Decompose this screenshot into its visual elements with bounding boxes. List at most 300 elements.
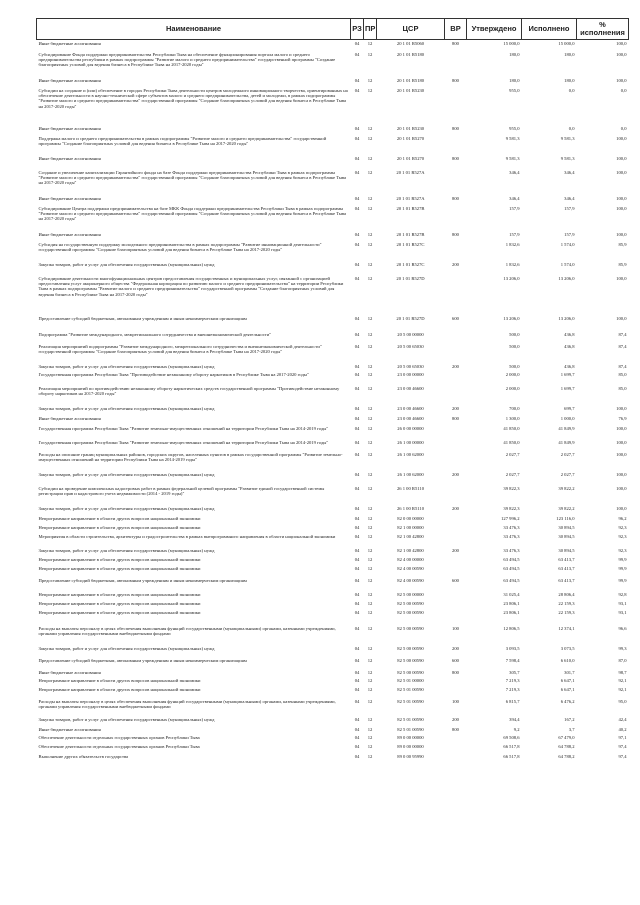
row-name: Субсидии на проведение комплексных кадастровых работ в рамках федеральной целевой программы "Развитие единой государственной системы регистрации прав и кадастрового учета недвижимости (2014 - 2019 годы)" bbox=[38, 485, 325, 496]
row-csr: 23 0 00 46600 bbox=[397, 385, 424, 391]
row-approved: 33 476,3 bbox=[503, 547, 520, 553]
row-pr: 12 bbox=[367, 533, 373, 539]
row-pr: 12 bbox=[367, 657, 373, 663]
row-executed: 30 894,5 bbox=[558, 547, 575, 553]
row-approved: 23 806,1 bbox=[503, 600, 520, 606]
row-name: Обеспечение деятельности отдельных государственных органов Республики Тыва bbox=[38, 734, 200, 740]
header-percent-label: исполнения bbox=[580, 28, 625, 37]
row-vr: 800 bbox=[452, 77, 459, 83]
row-rz: 04 bbox=[354, 734, 360, 740]
row-percent: 99,9 bbox=[618, 565, 627, 571]
row-rz: 04 bbox=[354, 698, 360, 704]
row-approved: 41 850,0 bbox=[503, 425, 520, 431]
row-executed: 0,0 bbox=[568, 87, 575, 93]
row-csr: 82 1 00 42800 bbox=[397, 533, 424, 539]
table-row bbox=[37, 87, 629, 125]
row-vr: 200 bbox=[452, 261, 459, 267]
table-row bbox=[37, 600, 629, 609]
row-executed: 30 894,5 bbox=[558, 533, 575, 539]
row-csr: 82 1 00 00000 bbox=[397, 524, 424, 530]
row-pr: 12 bbox=[367, 600, 373, 606]
row-csr: 20 1 01 R527A bbox=[396, 195, 425, 201]
row-pr: 12 bbox=[367, 726, 373, 732]
row-approved: 63 494,5 bbox=[503, 577, 520, 583]
row-csr: 20 1 01 R5180 bbox=[396, 77, 425, 83]
row-name: Субсидия на государственную поддержку молодежного предпринимательства в рамках подпрограммы "Развитие инновационной деятельности" государственной программы "Создание благоприятных условий для ведения бизнеса в Республике Тыва на 2017-2020 годы" bbox=[38, 241, 322, 252]
row-csr: 20 1 01 R527B bbox=[396, 231, 425, 237]
row-name: Закупка товаров, работ и услуг для обеспечения государственных (муниципальных) нужд bbox=[38, 716, 215, 722]
table-row bbox=[37, 315, 629, 331]
row-pr: 12 bbox=[367, 577, 373, 583]
row-pr: 12 bbox=[367, 125, 373, 131]
row-vr: 200 bbox=[452, 645, 459, 651]
row-name: Государственная программа Республики Тыва "Развитие земельно-имущественных отношений на территории Республики Тыва на 2014-2019 годы" bbox=[38, 425, 329, 431]
row-percent: 100,0 bbox=[616, 275, 627, 281]
row-rz: 04 bbox=[354, 657, 360, 663]
row-vr bbox=[445, 343, 467, 363]
row-pr: 12 bbox=[367, 87, 373, 93]
row-name: Субсидирование Фонда поддержки предпринимательства Республики Тыва на обеспечение функционирования портала малого и среднего предпринимательства республики в рамках подпрограммы "Развитие малого и среднего предпринимательства" государственной программы "Создание благоприятных условий для ведения бизнеса в Республике Тыва на 2017-2020 годы" bbox=[38, 51, 336, 68]
row-rz: 04 bbox=[354, 371, 360, 377]
row-executed: 1 574,0 bbox=[560, 261, 575, 267]
row-rz: 04 bbox=[354, 669, 360, 675]
row-csr: 82 5 00 00000 bbox=[397, 591, 424, 597]
row-executed: 63 413,7 bbox=[558, 577, 575, 583]
row-name: Иные бюджетные ассигнования bbox=[38, 726, 101, 732]
row-approved: 7 219,3 bbox=[505, 686, 520, 692]
row-pr: 12 bbox=[367, 77, 373, 83]
row-executed: 22 159,3 bbox=[558, 600, 575, 606]
row-csr: 82 5 01 00000 bbox=[397, 677, 424, 683]
row-vr: 800 bbox=[452, 726, 459, 732]
row-name: Иные бюджетные ассигнования bbox=[38, 125, 101, 131]
row-pr: 12 bbox=[367, 195, 373, 201]
row-vr bbox=[445, 686, 467, 698]
row-name: Иные бюджетные ассигнования bbox=[38, 77, 101, 83]
row-percent: 98,7 bbox=[618, 669, 627, 675]
row-csr: 20 1 01 R5270 bbox=[396, 135, 425, 141]
row-executed: 64 788,2 bbox=[558, 743, 575, 749]
table-row bbox=[37, 155, 629, 169]
row-pr: 12 bbox=[367, 41, 373, 46]
row-pr: 12 bbox=[367, 315, 373, 321]
row-vr: 800 bbox=[452, 41, 459, 46]
row-csr: 23 0 00 46600 bbox=[397, 405, 424, 411]
row-percent: 100,0 bbox=[616, 77, 627, 83]
row-rz: 04 bbox=[354, 716, 360, 722]
table-row bbox=[37, 51, 629, 77]
row-csr: 26 1 00 00000 bbox=[397, 439, 424, 445]
row-csr: 82 4 00 00590 bbox=[397, 577, 424, 583]
table-row bbox=[37, 451, 629, 471]
row-pr: 12 bbox=[367, 524, 373, 530]
header-percent bbox=[577, 19, 629, 40]
row-percent: 87,4 bbox=[618, 331, 627, 337]
row-percent: 100,0 bbox=[616, 451, 627, 457]
table-row bbox=[37, 371, 629, 385]
row-vr: 800 bbox=[452, 195, 459, 201]
row-executed: 2 027,7 bbox=[560, 451, 575, 457]
row-pr: 12 bbox=[367, 135, 373, 141]
row-vr: 600 bbox=[452, 315, 459, 321]
table-row bbox=[37, 331, 629, 343]
row-name: Поддержка малого и среднего предпринимательства в рамках подпрограммы "Развитие малого и среднего предпринимательства" государственной программы "Создание благоприятных условий для ведения бизнеса в Республике Тыва на 2017-2020 годы" bbox=[38, 135, 327, 146]
row-rz: 04 bbox=[354, 169, 360, 175]
row-csr: 82 5 00 00590 bbox=[397, 657, 424, 663]
table-row bbox=[37, 439, 629, 451]
row-percent: 85,0 bbox=[618, 385, 627, 391]
row-name: Предоставление субсидий бюджетным, автономным учреждениям и иным некоммерческим организациям bbox=[38, 315, 247, 321]
row-pr: 12 bbox=[367, 275, 373, 281]
row-percent: 97,1 bbox=[618, 734, 627, 740]
row-csr: 82 4 00 00590 bbox=[397, 565, 424, 571]
row-name: Непрограммное направление в области других вопросов национальной экономики bbox=[38, 515, 201, 521]
row-csr: 20 1 01 R5230 bbox=[396, 87, 425, 93]
row-rz: 04 bbox=[354, 343, 360, 349]
row-pr: 12 bbox=[367, 686, 373, 692]
row-executed: 13 206,0 bbox=[558, 315, 575, 321]
row-vr: 200 bbox=[452, 716, 459, 722]
row-name: Иные бюджетные ассигнования bbox=[38, 195, 101, 201]
row-executed: 63 413,7 bbox=[558, 556, 575, 562]
row-executed: 41 849,9 bbox=[558, 439, 575, 445]
row-csr: 20 1 01 R5180 bbox=[396, 51, 425, 57]
row-executed: 9 581,3 bbox=[560, 135, 575, 141]
row-approved: 63 494,5 bbox=[503, 556, 520, 562]
table-row bbox=[37, 669, 629, 677]
row-percent: 100,0 bbox=[616, 439, 627, 445]
header-executed: Исполнено bbox=[522, 19, 577, 40]
row-name: Непрограммное направление в области других вопросов национальной экономики bbox=[38, 609, 201, 615]
table-row bbox=[37, 385, 629, 405]
row-percent: 95,0 bbox=[618, 698, 627, 704]
row-pr: 12 bbox=[367, 505, 373, 511]
row-vr: 800 bbox=[452, 125, 459, 131]
row-pr: 12 bbox=[367, 565, 373, 571]
row-vr bbox=[445, 371, 467, 385]
row-name: Закупка товаров, работ и услуг для обеспечения государственных (муниципальных) нужд bbox=[38, 363, 215, 369]
row-rz: 04 bbox=[354, 471, 360, 477]
row-vr bbox=[445, 565, 467, 577]
row-percent: 87,4 bbox=[618, 343, 627, 349]
row-csr: 89 0 00 00000 bbox=[397, 743, 424, 749]
row-pr: 12 bbox=[367, 439, 373, 445]
row-executed: 28 806,4 bbox=[558, 591, 575, 597]
row-percent: 0,0 bbox=[620, 125, 627, 131]
row-vr bbox=[445, 753, 467, 762]
header-csr: ЦСР bbox=[377, 19, 445, 40]
row-rz: 04 bbox=[354, 505, 360, 511]
row-pr: 12 bbox=[367, 716, 373, 722]
table-row bbox=[37, 205, 629, 231]
row-vr bbox=[445, 275, 467, 315]
row-csr: 26 0 00 00000 bbox=[397, 425, 424, 431]
row-executed: 157,9 bbox=[564, 231, 575, 237]
row-rz: 04 bbox=[354, 591, 360, 597]
row-name: Непрограммное направление в области других вопросов национальной экономики bbox=[38, 677, 201, 683]
row-executed: 30 894,5 bbox=[558, 524, 575, 530]
row-rz: 04 bbox=[354, 753, 360, 759]
row-csr: 82 0 00 00000 bbox=[397, 515, 424, 521]
row-rz: 04 bbox=[354, 331, 360, 337]
table-row bbox=[37, 753, 629, 762]
row-csr: 20 1 01 R527B bbox=[396, 205, 425, 211]
row-csr: 82 5 00 00590 bbox=[397, 600, 424, 606]
row-approved: 955,0 bbox=[509, 87, 520, 93]
budget-execution-sheet bbox=[36, 18, 628, 762]
row-name: Подпрограмма "Развитие международного, межрегионального сотрудничества и внешнеэкономической деятельности" bbox=[38, 331, 272, 337]
row-percent: 100,0 bbox=[616, 471, 627, 477]
row-csr: 23 0 00 46600 bbox=[397, 415, 424, 421]
row-percent: 96,2 bbox=[618, 515, 627, 521]
row-approved: 1 300,0 bbox=[505, 415, 520, 421]
row-approved: 3 093,5 bbox=[505, 645, 520, 651]
row-approved: 39 822,3 bbox=[503, 505, 520, 511]
row-rz: 04 bbox=[354, 205, 360, 211]
row-pr: 12 bbox=[367, 51, 373, 57]
row-csr: 20 1 01 R527A bbox=[396, 169, 425, 175]
table-row bbox=[37, 195, 629, 205]
row-name: Предоставление субсидий бюджетным, автономным учреждениям и иным некоммерческим организациям bbox=[38, 577, 247, 583]
row-name: Закупка товаров, работ и услуг для обеспечения государственных (муниципальных) нужд bbox=[38, 261, 215, 267]
row-percent: 87,4 bbox=[618, 363, 627, 369]
row-csr: 26 1 00 62000 bbox=[397, 451, 424, 457]
row-pr: 12 bbox=[367, 556, 373, 562]
row-csr: 20 1 01 R527D bbox=[396, 315, 425, 321]
row-vr bbox=[445, 205, 467, 231]
row-percent: 92,1 bbox=[618, 677, 627, 683]
table-row bbox=[37, 485, 629, 505]
row-rz: 04 bbox=[354, 363, 360, 369]
row-executed: 67 479,0 bbox=[558, 734, 575, 740]
row-percent: 92,8 bbox=[618, 591, 627, 597]
row-name: Выполнение других обязательств государства bbox=[38, 753, 129, 759]
row-pr: 12 bbox=[367, 405, 373, 411]
row-executed: 22 159,3 bbox=[558, 609, 575, 615]
row-pr: 12 bbox=[367, 371, 373, 377]
row-pr: 12 bbox=[367, 515, 373, 521]
row-rz: 04 bbox=[354, 547, 360, 553]
row-rz: 04 bbox=[354, 625, 360, 631]
row-rz: 04 bbox=[354, 41, 360, 46]
row-name: Расходы на выплаты персоналу в целях обеспечения выполнения функций государственными (муниципальными) органами, казенными учреждениями, органами управления государственными внебюджетными фондами bbox=[38, 625, 336, 636]
row-executed: 39 822,2 bbox=[558, 505, 575, 511]
row-approved: 23 806,1 bbox=[503, 609, 520, 615]
row-name: Закупка товаров, работ и услуг для обеспечения государственных (муниципальных) нужд bbox=[38, 547, 215, 553]
row-pr: 12 bbox=[367, 625, 373, 631]
row-name: Непрограммное направление в области других вопросов национальной экономики bbox=[38, 686, 201, 692]
row-name: Закупка товаров, работ и услуг для обеспечения государственных (муниципальных) нужд bbox=[38, 505, 215, 511]
row-approved: 39 822,3 bbox=[503, 485, 520, 491]
row-rz: 04 bbox=[354, 77, 360, 83]
row-percent: 100,0 bbox=[616, 231, 627, 237]
row-percent: 100,0 bbox=[616, 135, 627, 141]
row-approved: 13 206,0 bbox=[503, 275, 520, 281]
row-percent: 100,0 bbox=[616, 205, 627, 211]
table-row bbox=[37, 135, 629, 155]
row-name: Предоставление субсидий бюджетным, автономным учреждениям и иным некоммерческим организациям bbox=[38, 657, 247, 663]
table-row bbox=[37, 716, 629, 726]
row-percent: 0,0 bbox=[620, 87, 627, 93]
table-row bbox=[37, 169, 629, 195]
row-percent: 100,0 bbox=[616, 155, 627, 161]
row-executed: 436,8 bbox=[564, 363, 575, 369]
row-csr: 20 5 00 00000 bbox=[397, 331, 424, 337]
row-percent: 100,0 bbox=[616, 485, 627, 491]
row-csr: 23 0 00 00000 bbox=[397, 371, 424, 377]
row-rz: 04 bbox=[354, 439, 360, 445]
row-name: Иные бюджетные ассигнования bbox=[38, 155, 101, 161]
row-percent: 100,0 bbox=[616, 505, 627, 511]
row-vr: 600 bbox=[452, 657, 459, 663]
row-approved: 500,0 bbox=[509, 363, 520, 369]
row-pr: 12 bbox=[367, 205, 373, 211]
row-csr: 89 0 00 95990 bbox=[397, 753, 424, 759]
row-approved: 31 025,4 bbox=[503, 591, 520, 597]
row-approved: 12 806,5 bbox=[503, 625, 520, 631]
table-row bbox=[37, 743, 629, 753]
row-percent: 99,3 bbox=[618, 645, 627, 651]
row-executed: 157,9 bbox=[564, 205, 575, 211]
row-name: Расходы на описание границ муниципальных районов, городских округов, населенных пунктов в рамках государственной программы "Развитие земельно-имущественных отношений на территории Республики Тыва на 2014-2019 годы" bbox=[38, 451, 343, 462]
row-percent: 42,4 bbox=[618, 716, 627, 722]
row-csr: 20 1 01 R5230 bbox=[396, 125, 425, 131]
row-rz: 04 bbox=[354, 155, 360, 161]
row-vr bbox=[445, 734, 467, 743]
row-executed: 180,0 bbox=[564, 77, 575, 83]
row-csr: 82 5 00 00590 bbox=[397, 609, 424, 615]
row-approved: 66 517,8 bbox=[503, 743, 520, 749]
row-rz: 04 bbox=[354, 451, 360, 457]
row-percent: 100,0 bbox=[616, 195, 627, 201]
row-vr bbox=[445, 515, 467, 524]
row-executed: 64 788,2 bbox=[558, 753, 575, 759]
row-percent: 76,9 bbox=[618, 415, 627, 421]
table-row bbox=[37, 686, 629, 698]
table-header bbox=[37, 19, 629, 40]
table-row bbox=[37, 677, 629, 686]
row-vr bbox=[445, 677, 467, 686]
row-percent: 99,9 bbox=[618, 577, 627, 583]
row-executed: 123 116,0 bbox=[556, 515, 575, 521]
table-row bbox=[37, 734, 629, 743]
header-pr: ПР bbox=[364, 19, 377, 40]
row-pr: 12 bbox=[367, 261, 373, 267]
row-rz: 04 bbox=[354, 743, 360, 749]
row-executed: 39 822,2 bbox=[558, 485, 575, 491]
row-vr: 200 bbox=[452, 405, 459, 411]
row-name: Обеспечение деятельности отдельных государственных органов Республики Тыва bbox=[38, 743, 200, 749]
row-executed: 301,7 bbox=[564, 669, 575, 675]
row-approved: 9 581,3 bbox=[505, 155, 520, 161]
row-executed: 346,4 bbox=[564, 195, 575, 201]
row-pr: 12 bbox=[367, 241, 373, 247]
row-percent: 85,0 bbox=[618, 371, 627, 377]
row-pr: 12 bbox=[367, 485, 373, 491]
row-vr bbox=[445, 425, 467, 439]
row-percent: 85,9 bbox=[618, 261, 627, 267]
row-executed: 6 647,1 bbox=[560, 686, 575, 692]
row-csr: 82 5 00 00590 bbox=[397, 645, 424, 651]
table-row bbox=[37, 645, 629, 657]
row-approved: 2 000,0 bbox=[505, 371, 520, 377]
row-approved: 33 476,3 bbox=[503, 533, 520, 539]
row-executed: 6 476,2 bbox=[560, 698, 575, 704]
table-row bbox=[37, 415, 629, 425]
row-rz: 04 bbox=[354, 556, 360, 562]
row-name: Субсидии на создание и (или) обеспечение в городах Республики Тыва деятельности центров молодежного инновационного творчества, ориентированных на обеспечение деятельности в научно-технической сфере субъектов малого и среднего предпринимательства, детей и молодежи, в рамках подпрограммы "Развитие малого и среднего предпринимательства" государственной программы "Создание благоприятных условий для ведения бизнеса в Республике Тыва на 2017-2020 годы" bbox=[38, 87, 348, 109]
row-name: Закупка товаров, работ и услуг для обеспечения государственных (муниципальных) нужд bbox=[38, 405, 215, 411]
row-rz: 04 bbox=[354, 415, 360, 421]
table-row bbox=[37, 547, 629, 556]
row-pr: 12 bbox=[367, 698, 373, 704]
row-percent: 92,3 bbox=[618, 524, 627, 530]
row-percent: 97,4 bbox=[618, 743, 627, 749]
row-approved: 305,7 bbox=[509, 669, 520, 675]
row-approved: 500,0 bbox=[509, 331, 520, 337]
row-vr bbox=[445, 385, 467, 405]
row-csr: 82 5 01 00590 bbox=[397, 686, 424, 692]
row-executed: 436,8 bbox=[564, 331, 575, 337]
row-executed: 9 581,3 bbox=[560, 155, 575, 161]
row-executed: 2 027,7 bbox=[560, 471, 575, 477]
row-name: Субсидирование Центра поддержки предпринимательства на базе МКК Фонда поддержки предпринимательства Республики Тыва в рамках подпрограммы "Развитие малого и среднего предпринимательства" государственной программы "Создание благоприятных условий для ведения бизнеса в Республике Тыва на 2017-2020 годы" bbox=[38, 205, 347, 222]
table-row bbox=[37, 425, 629, 439]
row-name: Реализация мероприятий по противодействию незаконному обороту наркотических средств государственной программы "Противодействие незаконному обороту наркотиков на 2017-2020 годы" bbox=[38, 385, 340, 396]
row-approved: 700,0 bbox=[509, 405, 520, 411]
row-name: Непрограммное направление в области других вопросов национальной экономики bbox=[38, 524, 201, 530]
row-csr: 20 5 00 65030 bbox=[397, 343, 424, 349]
table-row bbox=[37, 524, 629, 533]
row-csr: 82 5 01 00590 bbox=[397, 698, 424, 704]
row-percent: 85,9 bbox=[618, 241, 627, 247]
row-vr bbox=[445, 556, 467, 565]
row-rz: 04 bbox=[354, 275, 360, 281]
row-vr bbox=[445, 451, 467, 471]
row-rz: 04 bbox=[354, 565, 360, 571]
row-vr bbox=[445, 135, 467, 155]
row-executed: 0,0 bbox=[568, 125, 575, 131]
table-row bbox=[37, 609, 629, 625]
row-approved: 346,4 bbox=[509, 169, 520, 175]
row-approved: 955,0 bbox=[509, 125, 520, 131]
row-pr: 12 bbox=[367, 753, 373, 759]
table-row bbox=[37, 125, 629, 135]
table-row bbox=[37, 77, 629, 87]
row-csr: 26 1 00 R5110 bbox=[396, 485, 424, 491]
row-name: Расходы на выплаты персоналу в целях обеспечения выполнения функций государственными (муниципальными) органами, казенными учреждениями, органами управления государственными внебюджетными фондами bbox=[38, 698, 336, 709]
row-pr: 12 bbox=[367, 169, 373, 175]
row-executed: 1 574,0 bbox=[560, 241, 575, 247]
row-executed: 63 413,7 bbox=[558, 565, 575, 571]
row-rz: 04 bbox=[354, 533, 360, 539]
row-pr: 12 bbox=[367, 415, 373, 421]
row-pr: 12 bbox=[367, 743, 373, 749]
row-executed: 699,7 bbox=[564, 405, 575, 411]
row-csr: 82 1 00 42800 bbox=[397, 547, 424, 553]
table-row bbox=[37, 363, 629, 371]
header-name: Наименование bbox=[37, 19, 351, 40]
row-percent: 100,0 bbox=[616, 51, 627, 57]
row-csr: 26 1 00 R5110 bbox=[396, 505, 424, 511]
row-name: Реализация мероприятий подпрограммы "Развитие международного, межрегионального сотрудничества и внешнеэкономической деятельности" государственной программы "Создание благоприятных условий для ведения бизнеса в Республике Тыва на 2017-2020 годы" bbox=[38, 343, 322, 354]
table-row bbox=[37, 577, 629, 591]
table-row bbox=[37, 471, 629, 485]
row-name: Непрограммное направление в области других вопросов национальной экономики bbox=[38, 600, 201, 606]
row-pr: 12 bbox=[367, 425, 373, 431]
row-csr: 82 5 00 00590 bbox=[397, 625, 424, 631]
row-vr bbox=[445, 591, 467, 600]
